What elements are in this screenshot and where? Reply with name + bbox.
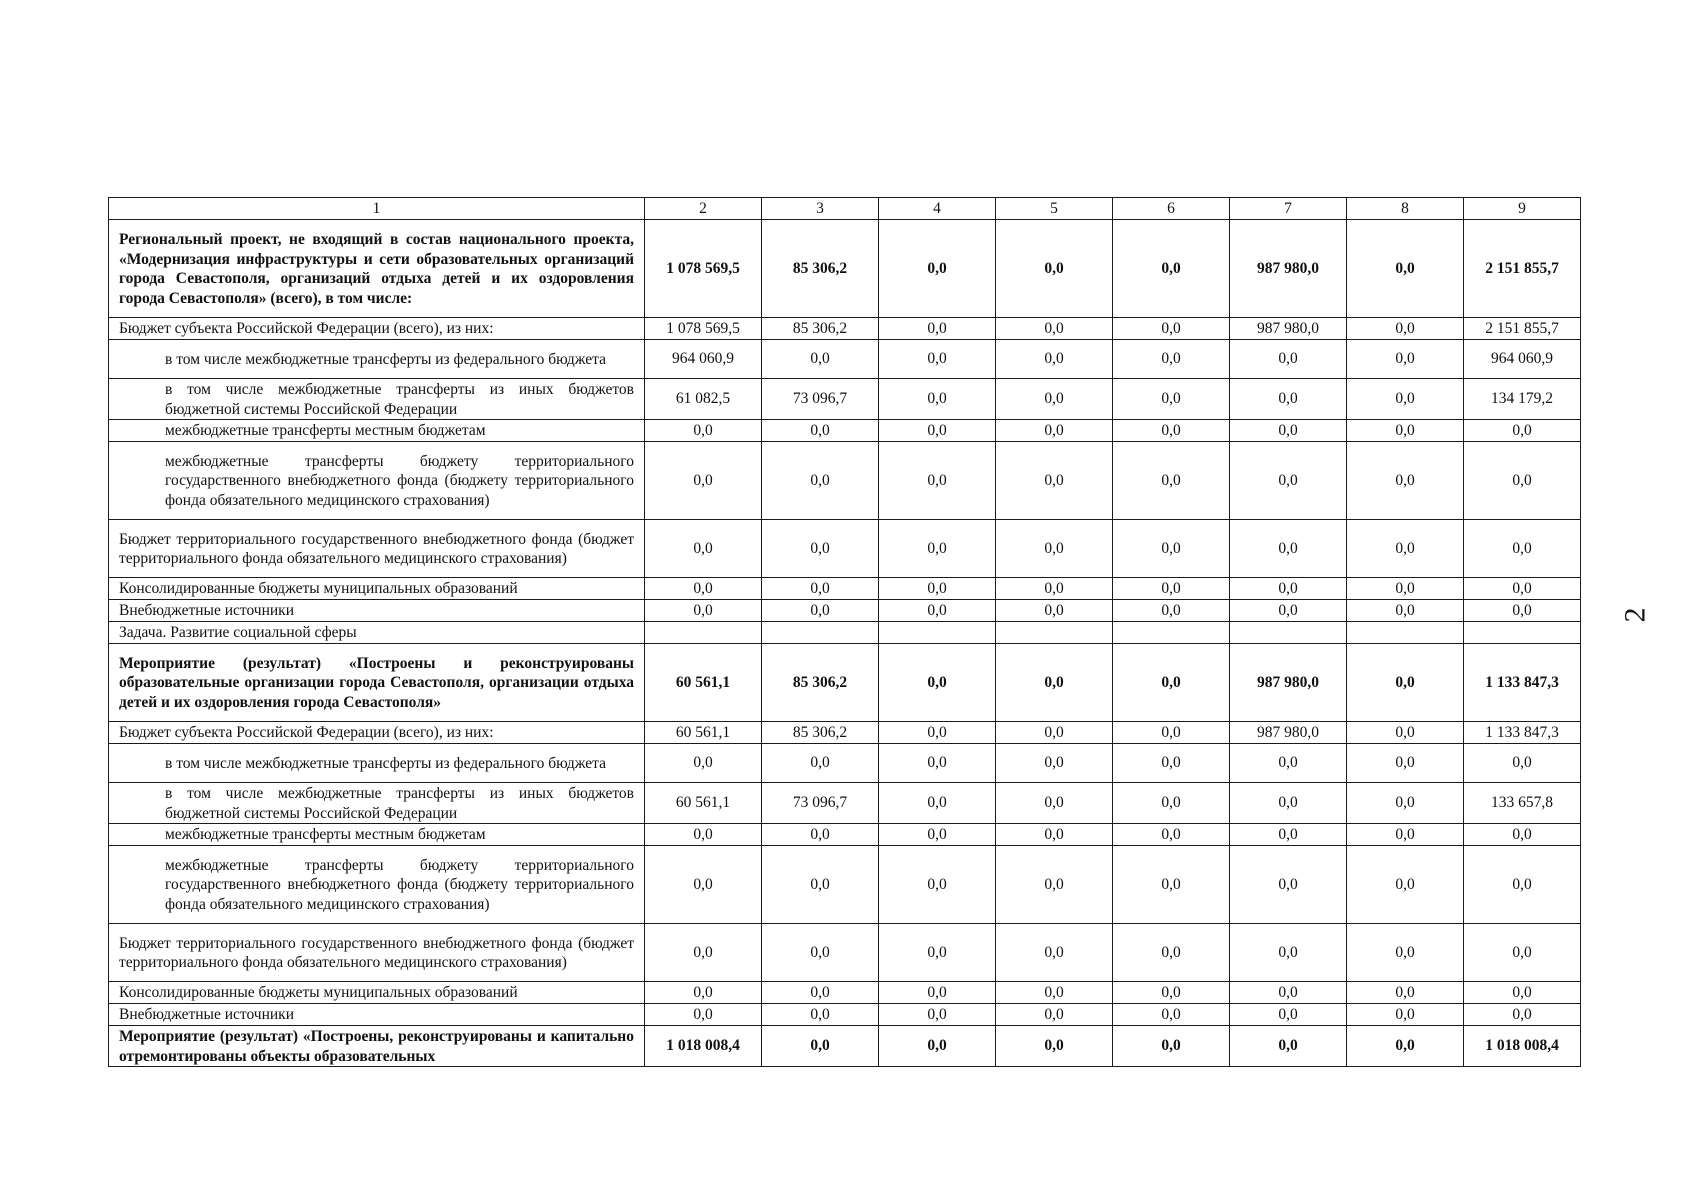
- value-cell: 987 980,0: [1230, 318, 1347, 340]
- row-label: в том числе межбюджетные трансферты из федерального бюджета: [109, 744, 645, 783]
- row-label: Бюджет территориального государственного внебюджетного фонда (бюджет территориального фонда обязательного медицинского страхования): [109, 520, 645, 578]
- value-cell: 0,0: [645, 824, 762, 846]
- value-cell: 0,0: [996, 318, 1113, 340]
- value-cell: 0,0: [1113, 1004, 1230, 1026]
- value-cell: 60 561,1: [645, 783, 762, 824]
- value-cell: 0,0: [1113, 824, 1230, 846]
- value-cell: 0,0: [645, 744, 762, 783]
- value-cell: 85 306,2: [762, 318, 879, 340]
- value-cell: 987 980,0: [1230, 644, 1347, 722]
- row-label: Бюджет субъекта Российской Федерации (всего), из них:: [109, 722, 645, 744]
- value-cell: 0,0: [879, 520, 996, 578]
- value-cell: 0,0: [996, 442, 1113, 520]
- value-cell: 0,0: [645, 600, 762, 622]
- value-cell: 0,0: [996, 578, 1113, 600]
- value-cell: 0,0: [1113, 982, 1230, 1004]
- value-cell: 73 096,7: [762, 783, 879, 824]
- value-cell: 1 018 008,4: [1464, 1026, 1581, 1067]
- value-cell: 0,0: [762, 520, 879, 578]
- value-cell: 0,0: [996, 1004, 1113, 1026]
- table-row: [109, 622, 1581, 644]
- row-label: межбюджетные трансферты бюджету территориального государственного внебюджетного фонда (бюджету территориального фонда обязательного медицинского страхования): [109, 846, 645, 924]
- value-cell: 0,0: [1230, 379, 1347, 420]
- value-cell: 0,0: [1113, 520, 1230, 578]
- column-header-1: 1: [109, 198, 645, 220]
- value-cell: 0,0: [996, 744, 1113, 783]
- value-cell: 0,0: [1464, 982, 1581, 1004]
- value-cell: 0,0: [1347, 824, 1464, 846]
- table-row: [109, 340, 1581, 379]
- value-cell: 60 561,1: [645, 722, 762, 744]
- value-cell: 85 306,2: [762, 722, 879, 744]
- value-cell: 0,0: [1230, 1026, 1347, 1067]
- value-cell: 0,0: [762, 1026, 879, 1067]
- value-cell: 1 018 008,4: [645, 1026, 762, 1067]
- value-cell: 0,0: [645, 420, 762, 442]
- value-cell: 0,0: [1347, 220, 1464, 318]
- row-label: Консолидированные бюджеты муниципальных образований: [109, 982, 645, 1004]
- value-cell: [1347, 622, 1464, 644]
- value-cell: 0,0: [762, 1004, 879, 1026]
- table-row: [109, 924, 1581, 982]
- value-cell: 0,0: [1347, 340, 1464, 379]
- value-cell: 0,0: [1230, 420, 1347, 442]
- value-cell: [762, 622, 879, 644]
- value-cell: 0,0: [645, 520, 762, 578]
- value-cell: 0,0: [879, 420, 996, 442]
- value-cell: 0,0: [1230, 744, 1347, 783]
- value-cell: 0,0: [1347, 846, 1464, 924]
- value-cell: 0,0: [879, 318, 996, 340]
- column-header-4: 4: [879, 198, 996, 220]
- value-cell: 0,0: [879, 220, 996, 318]
- column-header-6: 6: [1113, 198, 1230, 220]
- row-label: Задача. Развитие социальной сферы: [109, 622, 645, 644]
- table-row: [109, 846, 1581, 924]
- value-cell: 0,0: [1113, 846, 1230, 924]
- value-cell: 0,0: [1230, 924, 1347, 982]
- table-row: [109, 1026, 1581, 1067]
- value-cell: 0,0: [1347, 600, 1464, 622]
- value-cell: 0,0: [762, 824, 879, 846]
- value-cell: 0,0: [1230, 520, 1347, 578]
- value-cell: 0,0: [1230, 578, 1347, 600]
- value-cell: 0,0: [1113, 318, 1230, 340]
- row-label: в том числе межбюджетные трансферты из иных бюджетов бюджетной системы Российской Федерации: [109, 379, 645, 420]
- value-cell: [1230, 622, 1347, 644]
- page-number: 2: [1618, 607, 1652, 623]
- value-cell: 0,0: [1113, 924, 1230, 982]
- value-cell: 0,0: [1347, 318, 1464, 340]
- value-cell: 0,0: [762, 982, 879, 1004]
- row-label: Консолидированные бюджеты муниципальных образований: [109, 578, 645, 600]
- value-cell: 0,0: [762, 340, 879, 379]
- value-cell: 0,0: [1464, 1004, 1581, 1026]
- value-cell: 0,0: [879, 783, 996, 824]
- value-cell: 0,0: [1230, 783, 1347, 824]
- value-cell: [1113, 622, 1230, 644]
- row-label: межбюджетные трансферты местным бюджетам: [109, 824, 645, 846]
- value-cell: 0,0: [879, 722, 996, 744]
- value-cell: 0,0: [1113, 1026, 1230, 1067]
- value-cell: 0,0: [1113, 420, 1230, 442]
- value-cell: 0,0: [1230, 340, 1347, 379]
- row-label: в том числе межбюджетные трансферты из федерального бюджета: [109, 340, 645, 379]
- table-row: [109, 1004, 1581, 1026]
- value-cell: 0,0: [1347, 1026, 1464, 1067]
- value-cell: 0,0: [1113, 744, 1230, 783]
- budget-table: [108, 197, 1581, 1067]
- value-cell: 0,0: [1113, 340, 1230, 379]
- value-cell: 0,0: [1464, 824, 1581, 846]
- column-header-2: 2: [645, 198, 762, 220]
- value-cell: 2 151 855,7: [1464, 318, 1581, 340]
- value-cell: 0,0: [1230, 442, 1347, 520]
- value-cell: 0,0: [1464, 846, 1581, 924]
- value-cell: 0,0: [1230, 600, 1347, 622]
- value-cell: 987 980,0: [1230, 220, 1347, 318]
- row-label: Мероприятие (результат) «Построены и реконструированы образовательные организации города Севастополя, организации отдыха детей и их оздоровления города Севастополя»: [109, 644, 645, 722]
- value-cell: 0,0: [1347, 644, 1464, 722]
- value-cell: 0,0: [1230, 846, 1347, 924]
- row-label: Внебюджетные источники: [109, 1004, 645, 1026]
- column-header-5: 5: [996, 198, 1113, 220]
- value-cell: 964 060,9: [645, 340, 762, 379]
- value-cell: 1 078 569,5: [645, 220, 762, 318]
- row-label: Бюджет территориального государственного внебюджетного фонда (бюджет территориального фонда обязательного медицинского страхования): [109, 924, 645, 982]
- value-cell: 0,0: [1464, 600, 1581, 622]
- row-label: межбюджетные трансферты местным бюджетам: [109, 420, 645, 442]
- value-cell: 0,0: [879, 578, 996, 600]
- value-cell: 0,0: [1230, 982, 1347, 1004]
- value-cell: 0,0: [1347, 783, 1464, 824]
- value-cell: 0,0: [1113, 442, 1230, 520]
- value-cell: 0,0: [1113, 578, 1230, 600]
- value-cell: 0,0: [996, 924, 1113, 982]
- value-cell: 133 657,8: [1464, 783, 1581, 824]
- value-cell: 0,0: [879, 442, 996, 520]
- value-cell: 85 306,2: [762, 644, 879, 722]
- column-header-8: 8: [1347, 198, 1464, 220]
- value-cell: 0,0: [1464, 924, 1581, 982]
- table-row: [109, 578, 1581, 600]
- value-cell: 0,0: [1464, 578, 1581, 600]
- value-cell: 0,0: [879, 644, 996, 722]
- value-cell: 0,0: [762, 846, 879, 924]
- value-cell: 0,0: [1347, 744, 1464, 783]
- value-cell: 0,0: [996, 379, 1113, 420]
- value-cell: 0,0: [1347, 924, 1464, 982]
- value-cell: 61 082,5: [645, 379, 762, 420]
- value-cell: 0,0: [1230, 824, 1347, 846]
- value-cell: 73 096,7: [762, 379, 879, 420]
- row-label: Бюджет субъекта Российской Федерации (всего), из них:: [109, 318, 645, 340]
- value-cell: 0,0: [1347, 520, 1464, 578]
- value-cell: 0,0: [645, 1004, 762, 1026]
- value-cell: 2 151 855,7: [1464, 220, 1581, 318]
- value-cell: 0,0: [1347, 722, 1464, 744]
- value-cell: 0,0: [645, 442, 762, 520]
- value-cell: 0,0: [879, 924, 996, 982]
- value-cell: 0,0: [762, 420, 879, 442]
- header-row: [109, 198, 1581, 220]
- row-label: межбюджетные трансферты бюджету территориального государственного внебюджетного фонда (бюджету территориального фонда обязательного медицинского страхования): [109, 442, 645, 520]
- value-cell: 0,0: [762, 578, 879, 600]
- row-label: Внебюджетные источники: [109, 600, 645, 622]
- column-header-7: 7: [1230, 198, 1347, 220]
- value-cell: [996, 622, 1113, 644]
- value-cell: 0,0: [1113, 220, 1230, 318]
- column-header-3: 3: [762, 198, 879, 220]
- value-cell: 0,0: [762, 744, 879, 783]
- value-cell: 0,0: [1347, 420, 1464, 442]
- value-cell: 0,0: [996, 846, 1113, 924]
- row-label: Мероприятие (результат) «Построены, реконструированы и капитально отремонтированы объекты образовательных: [109, 1026, 645, 1067]
- value-cell: 0,0: [1113, 600, 1230, 622]
- table-row: [109, 783, 1581, 824]
- value-cell: 0,0: [996, 722, 1113, 744]
- value-cell: 0,0: [879, 744, 996, 783]
- value-cell: 0,0: [996, 1026, 1113, 1067]
- value-cell: 0,0: [1347, 578, 1464, 600]
- table-row: [109, 220, 1581, 318]
- value-cell: 0,0: [1464, 442, 1581, 520]
- value-cell: 0,0: [645, 982, 762, 1004]
- value-cell: 0,0: [645, 578, 762, 600]
- value-cell: 0,0: [1347, 379, 1464, 420]
- value-cell: 0,0: [996, 824, 1113, 846]
- value-cell: 0,0: [1347, 442, 1464, 520]
- value-cell: 0,0: [879, 982, 996, 1004]
- value-cell: 0,0: [1464, 520, 1581, 578]
- value-cell: 0,0: [1347, 982, 1464, 1004]
- value-cell: 0,0: [1230, 1004, 1347, 1026]
- value-cell: 0,0: [1113, 644, 1230, 722]
- value-cell: 0,0: [996, 220, 1113, 318]
- value-cell: 964 060,9: [1464, 340, 1581, 379]
- value-cell: 0,0: [996, 520, 1113, 578]
- table-row: [109, 722, 1581, 744]
- value-cell: 134 179,2: [1464, 379, 1581, 420]
- value-cell: 0,0: [879, 600, 996, 622]
- table-row: [109, 379, 1581, 420]
- value-cell: 0,0: [879, 379, 996, 420]
- value-cell: 1 078 569,5: [645, 318, 762, 340]
- table-row: [109, 824, 1581, 846]
- value-cell: 0,0: [996, 644, 1113, 722]
- table-row: [109, 644, 1581, 722]
- value-cell: 0,0: [762, 442, 879, 520]
- value-cell: 0,0: [762, 924, 879, 982]
- value-cell: [1464, 622, 1581, 644]
- value-cell: 0,0: [879, 1004, 996, 1026]
- table-row: [109, 318, 1581, 340]
- value-cell: 1 133 847,3: [1464, 644, 1581, 722]
- value-cell: 0,0: [879, 340, 996, 379]
- value-cell: 0,0: [1113, 783, 1230, 824]
- value-cell: 987 980,0: [1230, 722, 1347, 744]
- value-cell: 0,0: [1464, 420, 1581, 442]
- table-row: [109, 744, 1581, 783]
- value-cell: [645, 622, 762, 644]
- value-cell: 60 561,1: [645, 644, 762, 722]
- table-row: [109, 420, 1581, 442]
- value-cell: 1 133 847,3: [1464, 722, 1581, 744]
- value-cell: 0,0: [645, 846, 762, 924]
- value-cell: 0,0: [645, 924, 762, 982]
- table-row: [109, 600, 1581, 622]
- value-cell: 0,0: [879, 824, 996, 846]
- value-cell: 0,0: [1113, 379, 1230, 420]
- table-row: [109, 982, 1581, 1004]
- value-cell: [879, 622, 996, 644]
- value-cell: 0,0: [996, 600, 1113, 622]
- value-cell: 0,0: [879, 1026, 996, 1067]
- value-cell: 0,0: [1347, 1004, 1464, 1026]
- value-cell: 0,0: [996, 340, 1113, 379]
- value-cell: 0,0: [996, 783, 1113, 824]
- value-cell: 0,0: [996, 982, 1113, 1004]
- column-header-9: 9: [1464, 198, 1581, 220]
- value-cell: 0,0: [879, 846, 996, 924]
- row-label: в том числе межбюджетные трансферты из иных бюджетов бюджетной системы Российской Федерации: [109, 783, 645, 824]
- table-row: [109, 520, 1581, 578]
- value-cell: 0,0: [996, 420, 1113, 442]
- value-cell: 0,0: [1113, 722, 1230, 744]
- value-cell: 0,0: [762, 600, 879, 622]
- value-cell: 0,0: [1464, 744, 1581, 783]
- row-label: Региональный проект, не входящий в состав национального проекта, «Модернизация инфраструктуры и сети образовательных организаций города Севастополя, организаций отдыха детей и их оздоровления города Севастополя» (всего), в том числе:: [109, 220, 645, 318]
- table-row: [109, 442, 1581, 520]
- value-cell: 85 306,2: [762, 220, 879, 318]
